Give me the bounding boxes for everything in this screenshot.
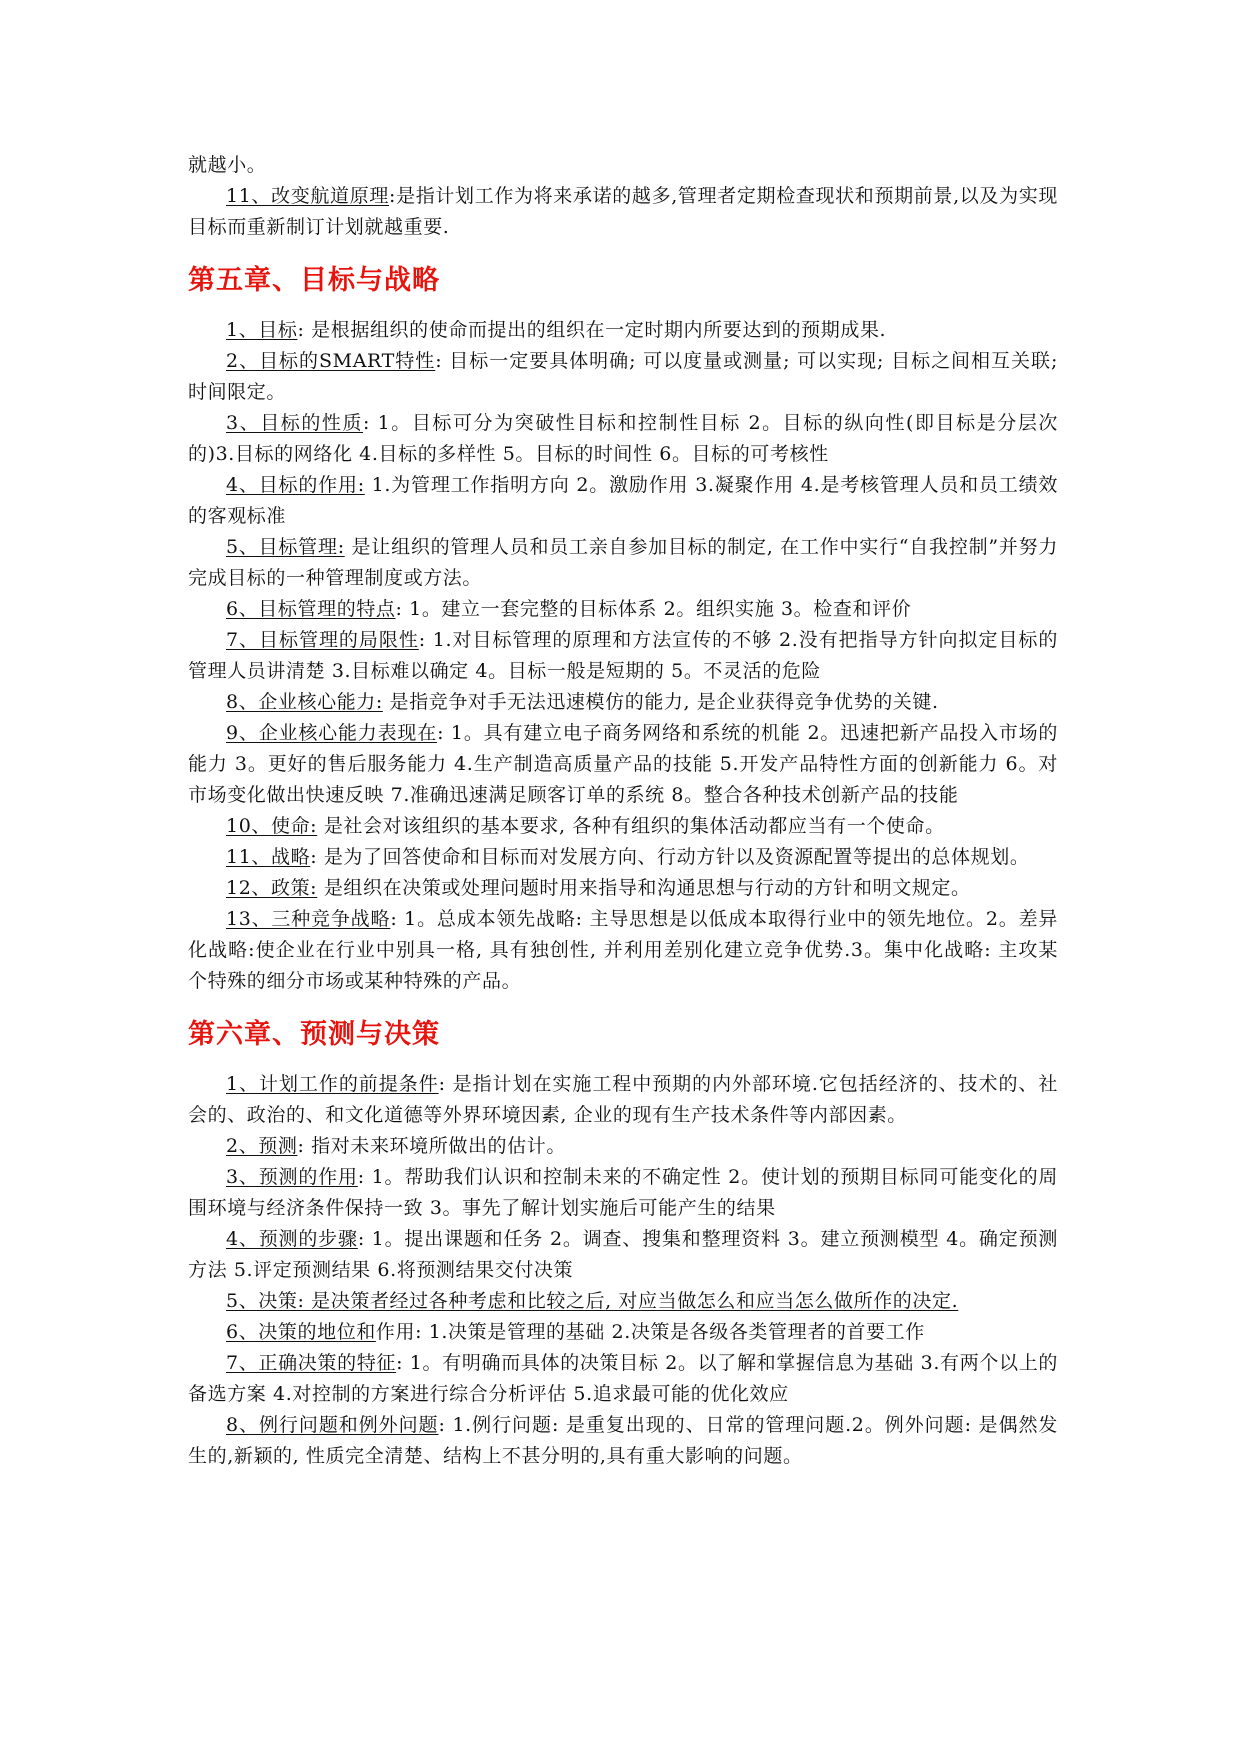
- definition: : 1.例行问题: 是重复出现的、日常的管理问题.2。例外问题: 是偶然发生的,新颖的, 性质完全清楚、结构上不甚分明的,具有重大影响的问题。: [188, 1414, 1058, 1467]
- term: 11、改变航道原理: [226, 185, 390, 207]
- definition: : 1。目标可分为突破性目标和控制性目标 2。目标的纵向性(即目标是分层次的)3.目标的网络化 4.目标的多样性 5。目标的时间性 6。目标的可考核性: [188, 412, 1058, 465]
- list-item: [188, 625, 1058, 687]
- list-item: [188, 1069, 1058, 1131]
- list-item: [188, 470, 1058, 532]
- chapter-heading: 第六章、预测与决策: [188, 1019, 440, 1050]
- definition: : 1。建立一套完整的目标体系 2。组织实施 3。检查和评价: [395, 598, 912, 620]
- term: 10、使命:: [226, 815, 318, 837]
- term: 1、计划工作的前提条件: [226, 1073, 439, 1095]
- definition: 是让组织的管理人员和员工亲自参加目标的制定, 在工作中实行“自我控制”并努力完成目标的一种管理制度或方法。: [188, 536, 1058, 589]
- list-item: [188, 532, 1058, 594]
- definition: 作用: 1.决策是管理的基础 2.决策是各级各类管理者的首要工作: [375, 1321, 925, 1343]
- list-item: [188, 1410, 1058, 1472]
- term: 2、目标的SMART特性: [226, 350, 436, 372]
- list-item: [188, 842, 1058, 873]
- term: 4、预测的步骤: [226, 1228, 358, 1250]
- term: 11、战略: [226, 846, 311, 868]
- term: 3、预测的作用: [226, 1166, 358, 1188]
- definition: : 指对未来环境所做出的估计。: [297, 1135, 566, 1157]
- definition: : 是指计划在实施工程中预期的内外部环境.它包括经济的、技术的、社会的、政治的、和文化道德等外界环境因素, 企业的现有生产技术条件等内部因素。: [188, 1073, 1058, 1126]
- term: 2、预测: [226, 1135, 298, 1157]
- definition: :是指计划工作为将来承诺的越多,管理者定期检查现状和预期前景,以及为实现目标而重新制订计划就越重要.: [188, 185, 1058, 238]
- definition: : 是根据组织的使命而提出的组织在一定时期内所要达到的预期成果.: [297, 319, 887, 341]
- chapter-heading: 第五章、目标与战略: [188, 265, 440, 296]
- list-item: [188, 718, 1058, 811]
- list-item: [188, 1286, 1058, 1317]
- list-item: [188, 1131, 1058, 1162]
- list-item: [188, 873, 1058, 904]
- definition: : 1。有明确而具体的决策目标 2。以了解和掌握信息为基础 3.有两个以上的备选方案 4.对控制的方案进行综合分析评估 5.追求最可能的优化效应: [188, 1352, 1058, 1405]
- chapters: [188, 261, 1058, 1472]
- definition: : 是为了回答使命和目标而对发展方向、行动方针以及资源配置等提出的总体规划。: [310, 846, 1030, 868]
- list-item: [188, 346, 1058, 408]
- definition: 是指竞争对手无法迅速模仿的能力, 是企业获得竞争优势的关键.: [382, 691, 939, 713]
- definition: 是组织在决策或处理问题时用来指导和沟通思想与行动的方针和明文规定。: [317, 877, 971, 899]
- definition: : 1。提出课题和任务 2。调查、搜集和整理资料 3。建立预测模型 4。确定预测方法 5.评定预测结果 6.将预测结果交付决策: [188, 1228, 1058, 1281]
- list-item: [188, 904, 1058, 997]
- term: 8、企业核心能力:: [226, 691, 383, 713]
- definition: : 1.对目标管理的原理和方法宣传的不够 2.没有把指导方针向拟定目标的管理人员讲清楚 3.目标难以确定 4。目标一般是短期的 5。不灵活的危险: [188, 629, 1058, 682]
- list-item: [188, 1162, 1058, 1224]
- list-item: [188, 594, 1058, 625]
- term: 6、目标管理的特点: [226, 598, 396, 620]
- document-page: [188, 150, 1058, 1472]
- term: 3、目标的性质: [226, 412, 364, 434]
- definition: 是社会对该组织的基本要求, 各种有组织的集体活动都应当有一个使命。: [317, 815, 945, 837]
- definition: : 1。总成本领先战略: 主导思想是以低成本取得行业中的领先地位。2。差异化战略:使企业在行业中别具一格, 具有独创性, 并利用差别化建立竞争优势.3。集中化战略: 主攻某个特殊的细分市场或某种特殊的产品。: [188, 908, 1059, 992]
- list-item: [188, 687, 1058, 718]
- term: 4、目标的作用:: [226, 474, 365, 496]
- definition: : 目标一定要具体明确; 可以度量或测量; 可以实现; 目标之间相互关联; 时间限定。: [188, 350, 1058, 403]
- list-item: [188, 408, 1058, 470]
- list-item: [188, 1317, 1058, 1348]
- list-item: [188, 1348, 1058, 1410]
- term: 5、决策: 是决策者经过各种考虑和比较之后, 对应当做怎么和应当怎么做所作的决定.: [226, 1290, 959, 1312]
- definition: : 1。帮助我们认识和控制未来的不确定性 2。使计划的预期目标同可能变化的周围环境与经济条件保持一致 3。事先了解计划实施后可能产生的结果: [188, 1166, 1058, 1219]
- term: 7、目标管理的局限性: [226, 629, 419, 651]
- term: 13、三种竞争战略: [226, 908, 391, 930]
- term: 8、例行问题和例外问题: [226, 1414, 439, 1436]
- term: 5、目标管理:: [226, 536, 345, 558]
- list-item: [188, 1224, 1058, 1286]
- list-item: [188, 315, 1058, 346]
- term: 1、目标: [226, 319, 298, 341]
- list-item: [188, 811, 1058, 842]
- term: 9、企业核心能力表现在: [226, 722, 438, 744]
- term: 7、正确决策的特征: [226, 1352, 397, 1374]
- continuation-text: 就越小。: [188, 154, 267, 176]
- term: 12、政策:: [226, 877, 318, 899]
- list-item: [188, 181, 1058, 243]
- definition: 1.为管理工作指明方向 2。激励作用 3.凝聚作用 4.是考核管理人员和员工绩效的客观标准: [188, 474, 1058, 527]
- term: 6、决策的地位和: [226, 1321, 376, 1343]
- definition: : 1。具有建立电子商务网络和系统的机能 2。迅速把新产品投入市场的能力 3。更好的售后服务能力 4.生产制造高质量产品的技能 5.开发产品特性方面的创新能力 6。对市场变化做出快速反映 7.准确迅速满足顾客订单的系统 8。整合各种技术创新产品的技能: [188, 722, 1058, 806]
